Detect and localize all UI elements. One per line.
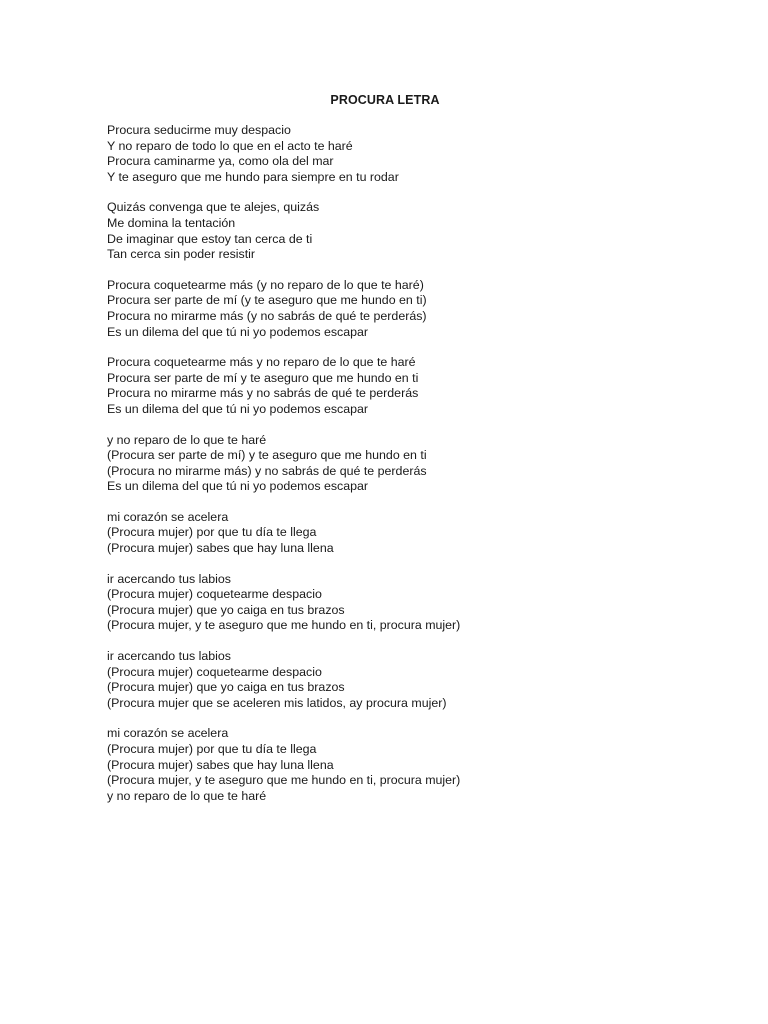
- lyric-line: Es un dilema del que tú ni yo podemos escapar: [107, 324, 369, 339]
- lyric-line: (Procura no mirarme más) y no sabrás de qué te perderás: [107, 463, 427, 478]
- lyric-line: Me domina la tentación: [107, 215, 236, 230]
- lyric-line: Procura no mirarme más y no sabrás de qué te perderás: [107, 386, 419, 401]
- stanza-1: [107, 123, 747, 185]
- lyric-line: Procura ser parte de mí y te aseguro que me hundo en ti: [107, 370, 419, 385]
- lyric-line: y no reparo de lo que te haré: [107, 432, 267, 447]
- document-title: PROCURA LETRA: [330, 93, 440, 107]
- lyric-line: De imaginar que estoy tan cerca de ti: [107, 231, 313, 246]
- lyric-line: Es un dilema del que tú ni yo podemos escapar: [107, 401, 369, 416]
- stanza-4: [107, 355, 747, 417]
- lyric-line: (Procura mujer que se aceleren mis latidos, ay procura mujer): [107, 695, 447, 710]
- lyric-line: Tan cerca sin poder resistir: [107, 247, 256, 262]
- lyric-line: (Procura mujer) coquetearme despacio: [107, 587, 322, 602]
- stanza-9: [107, 726, 747, 804]
- lyric-line: (Procura mujer, y te aseguro que me hundo en ti, procura mujer): [107, 773, 461, 788]
- stanza-3: [107, 278, 747, 340]
- lyric-line: Procura ser parte de mí (y te aseguro que me hundo en ti): [107, 293, 427, 308]
- lyric-line: (Procura mujer) sabes que hay luna llena: [107, 757, 334, 772]
- lyric-line: (Procura mujer, y te aseguro que me hundo en ti, procura mujer): [107, 618, 461, 633]
- lyric-line: (Procura mujer) sabes que hay luna llena: [107, 541, 334, 556]
- lyric-line: mi corazón se acelera: [107, 509, 229, 524]
- lyric-line: ir acercando tus labios: [107, 649, 231, 664]
- lyric-line: ir acercando tus labios: [107, 571, 231, 586]
- stanza-5: [107, 433, 747, 495]
- stanza-7: [107, 572, 747, 634]
- lyric-line: y no reparo de lo que te haré: [107, 788, 267, 803]
- lyric-line: Procura no mirarme más (y no sabrás de qué te perderás): [107, 308, 427, 323]
- lyric-line: Procura caminarme ya, como ola del mar: [107, 154, 334, 169]
- lyric-line: Procura coquetearme más (y no reparo de lo que te haré): [107, 277, 424, 292]
- lyric-line: Es un dilema del que tú ni yo podemos escapar: [107, 479, 369, 494]
- stanza-6: [107, 510, 747, 557]
- stanza-8: [107, 649, 747, 711]
- lyric-line: Quizás convenga que te alejes, quizás: [107, 200, 320, 215]
- lyric-line: Procura seducirme muy despacio: [107, 123, 291, 137]
- lyric-line: (Procura mujer) por que tu día te llega: [107, 742, 317, 756]
- lyric-line: (Procura ser parte de mí) y te aseguro que me hundo en ti: [107, 448, 427, 463]
- lyrics-body: [107, 123, 747, 819]
- lyric-line: (Procura mujer) por que tu día te llega: [107, 525, 317, 540]
- lyric-line: (Procura mujer) que yo caiga en tus brazos: [107, 680, 345, 695]
- lyric-line: Y no reparo de todo lo que en el acto te haré: [107, 138, 353, 153]
- lyric-line: (Procura mujer) que yo caiga en tus brazos: [107, 602, 345, 617]
- lyric-line: mi corazón se acelera: [107, 726, 229, 741]
- lyric-line: Procura coquetearme más y no reparo de lo que te haré: [107, 355, 416, 370]
- lyric-line: Y te aseguro que me hundo para siempre en tu rodar: [107, 169, 399, 184]
- lyric-line: (Procura mujer) coquetearme despacio: [107, 664, 322, 679]
- stanza-2: [107, 200, 747, 262]
